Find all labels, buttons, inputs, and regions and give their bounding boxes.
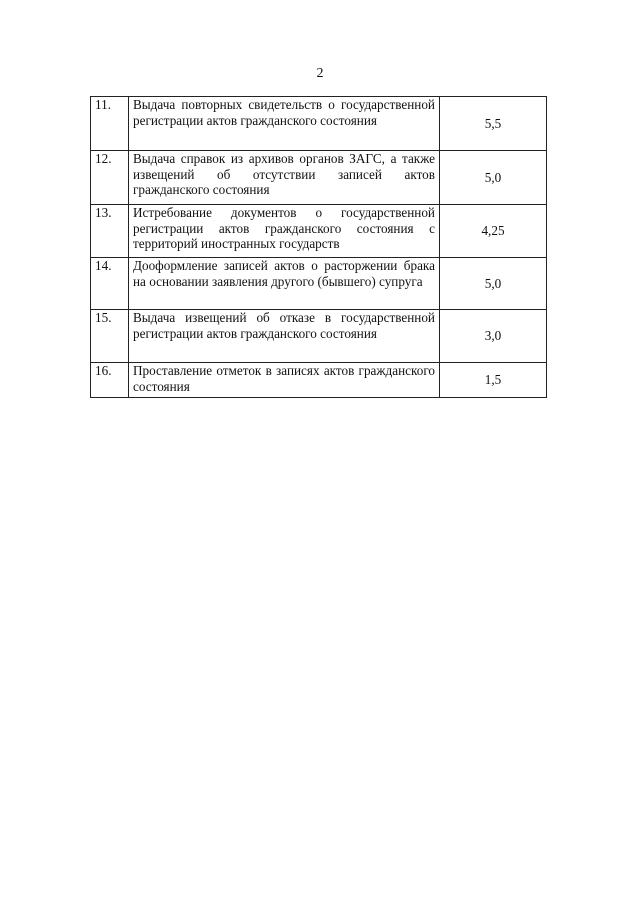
row-description: Истребование документов о государственной регистрации актов гражданского состояния с территорий иностранных государств xyxy=(129,205,440,258)
row-value: 5,5 xyxy=(440,97,547,151)
row-value: 1,5 xyxy=(440,363,547,398)
table-row xyxy=(91,258,547,310)
row-number: 16. xyxy=(91,363,129,398)
row-number: 14. xyxy=(91,258,129,310)
table-row xyxy=(91,205,547,258)
row-description: Выдача повторных свидетельств о государственной регистрации актов гражданского состояния xyxy=(129,97,440,151)
row-value: 3,0 xyxy=(440,310,547,363)
row-value: 4,25 xyxy=(440,205,547,258)
row-number: 13. xyxy=(91,205,129,258)
table-row xyxy=(91,310,547,363)
table-row xyxy=(91,151,547,205)
row-value: 5,0 xyxy=(440,258,547,310)
row-description: Дооформление записей актов о расторжении брака на основании заявления другого (бывшего) супруга xyxy=(129,258,440,310)
row-number: 15. xyxy=(91,310,129,363)
table-row xyxy=(91,97,547,151)
table-row xyxy=(91,363,547,398)
row-value: 5,0 xyxy=(440,151,547,205)
row-description: Выдача извещений об отказе в государственной регистрации актов гражданского состояния xyxy=(129,310,440,363)
row-description: Проставление отметок в записях актов гражданского состояния xyxy=(129,363,440,398)
row-number: 11. xyxy=(91,97,129,151)
row-description: Выдача справок из архивов органов ЗАГС, а также извещений об отсутствии записей актов гражданского состояния xyxy=(129,151,440,205)
services-table xyxy=(90,96,547,398)
row-number: 12. xyxy=(91,151,129,205)
page-number: 2 xyxy=(316,66,324,81)
